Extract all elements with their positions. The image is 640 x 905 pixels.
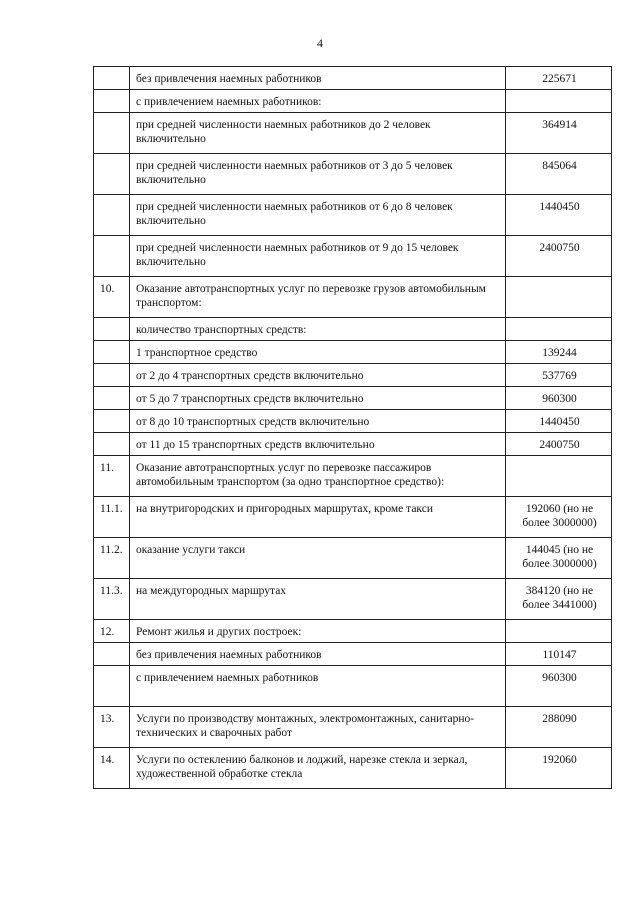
row-value: 2400750 bbox=[506, 433, 612, 456]
table-row bbox=[94, 410, 612, 433]
row-description: Ремонт жилья и других построек: bbox=[130, 620, 506, 643]
row-number bbox=[94, 67, 130, 90]
table-row bbox=[94, 748, 612, 789]
row-value: 225671 bbox=[506, 67, 612, 90]
row-description: при средней численности наемных работников от 3 до 5 человек включительно bbox=[130, 154, 506, 195]
row-number: 11.3. bbox=[94, 579, 130, 620]
row-description: от 8 до 10 транспортных средств включительно bbox=[130, 410, 506, 433]
row-value bbox=[506, 456, 612, 497]
row-value: 110147 bbox=[506, 643, 612, 666]
table-row bbox=[94, 277, 612, 318]
row-number: 12. bbox=[94, 620, 130, 643]
row-value: 1440450 bbox=[506, 195, 612, 236]
table-row bbox=[94, 666, 612, 707]
row-value: 384120 (но не более 3441000) bbox=[506, 579, 612, 620]
row-description: оказание услуги такси bbox=[130, 538, 506, 579]
table-row bbox=[94, 236, 612, 277]
row-value bbox=[506, 620, 612, 643]
row-value bbox=[506, 318, 612, 341]
table-row bbox=[94, 620, 612, 643]
row-value: 845064 bbox=[506, 154, 612, 195]
row-number bbox=[94, 341, 130, 364]
row-description: с привлечением наемных работников bbox=[130, 666, 506, 707]
row-value: 2400750 bbox=[506, 236, 612, 277]
row-value bbox=[506, 277, 612, 318]
row-description: от 11 до 15 транспортных средств включительно bbox=[130, 433, 506, 456]
table-row bbox=[94, 497, 612, 538]
table-row bbox=[94, 707, 612, 748]
row-description: Услуги по остеклению балконов и лоджий, нарезке стекла и зеркал, художественной обработке стекла bbox=[130, 748, 506, 789]
row-number: 13. bbox=[94, 707, 130, 748]
row-number: 11.2. bbox=[94, 538, 130, 579]
row-value: 364914 bbox=[506, 113, 612, 154]
page-number: 4 bbox=[317, 36, 323, 50]
row-description: Услуги по производству монтажных, электромонтажных, санитарно-технических и сварочных работ bbox=[130, 707, 506, 748]
row-number bbox=[94, 318, 130, 341]
table-row bbox=[94, 456, 612, 497]
row-number bbox=[94, 236, 130, 277]
table-row bbox=[94, 195, 612, 236]
row-number bbox=[94, 154, 130, 195]
table-row bbox=[94, 387, 612, 410]
row-description: 1 транспортное средство bbox=[130, 341, 506, 364]
row-value: 288090 bbox=[506, 707, 612, 748]
row-value: 960300 bbox=[506, 666, 612, 707]
row-number: 10. bbox=[94, 277, 130, 318]
row-number: 14. bbox=[94, 748, 130, 789]
row-number bbox=[94, 433, 130, 456]
row-description: при средней численности наемных работников от 9 до 15 человек включительно bbox=[130, 236, 506, 277]
table-row bbox=[94, 67, 612, 90]
row-description: количество транспортных средств: bbox=[130, 318, 506, 341]
row-description: на междугородных маршрутах bbox=[130, 579, 506, 620]
row-description: от 2 до 4 транспортных средств включительно bbox=[130, 364, 506, 387]
row-number bbox=[94, 643, 130, 666]
row-number: 11.1. bbox=[94, 497, 130, 538]
row-description: Оказание автотранспортных услуг по перевозке грузов автомобильным транспортом: bbox=[130, 277, 506, 318]
table-row bbox=[94, 579, 612, 620]
row-number bbox=[94, 195, 130, 236]
row-description: при средней численности наемных работников до 2 человек включительно bbox=[130, 113, 506, 154]
row-value: 192060 (но не более 3000000) bbox=[506, 497, 612, 538]
tariff-table bbox=[93, 66, 612, 789]
row-value bbox=[506, 90, 612, 113]
row-value: 144045 (но не более 3000000) bbox=[506, 538, 612, 579]
row-number bbox=[94, 90, 130, 113]
table-row bbox=[94, 113, 612, 154]
row-value: 960300 bbox=[506, 387, 612, 410]
row-value: 139244 bbox=[506, 341, 612, 364]
table-row bbox=[94, 433, 612, 456]
row-number bbox=[94, 410, 130, 433]
table-row bbox=[94, 538, 612, 579]
row-description: при средней численности наемных работников от 6 до 8 человек включительно bbox=[130, 195, 506, 236]
row-number bbox=[94, 113, 130, 154]
table-row bbox=[94, 643, 612, 666]
row-description: с привлечением наемных работников: bbox=[130, 90, 506, 113]
row-description: Оказание автотранспортных услуг по перевозке пассажиров автомобильным транспортом (за одно транспортное средство): bbox=[130, 456, 506, 497]
row-value: 537769 bbox=[506, 364, 612, 387]
table-row bbox=[94, 154, 612, 195]
row-description: без привлечения наемных работников bbox=[130, 643, 506, 666]
row-number bbox=[94, 364, 130, 387]
table-row bbox=[94, 90, 612, 113]
row-number bbox=[94, 387, 130, 410]
table-row bbox=[94, 364, 612, 387]
tariff-table-body bbox=[94, 67, 612, 789]
row-number bbox=[94, 666, 130, 707]
row-number: 11. bbox=[94, 456, 130, 497]
table-row bbox=[94, 341, 612, 364]
table-row bbox=[94, 318, 612, 341]
row-value: 1440450 bbox=[506, 410, 612, 433]
row-description: от 5 до 7 транспортных средств включительно bbox=[130, 387, 506, 410]
row-value: 192060 bbox=[506, 748, 612, 789]
row-description: без привлечения наемных работников bbox=[130, 67, 506, 90]
row-description: на внутригородских и пригородных маршрутах, кроме такси bbox=[130, 497, 506, 538]
